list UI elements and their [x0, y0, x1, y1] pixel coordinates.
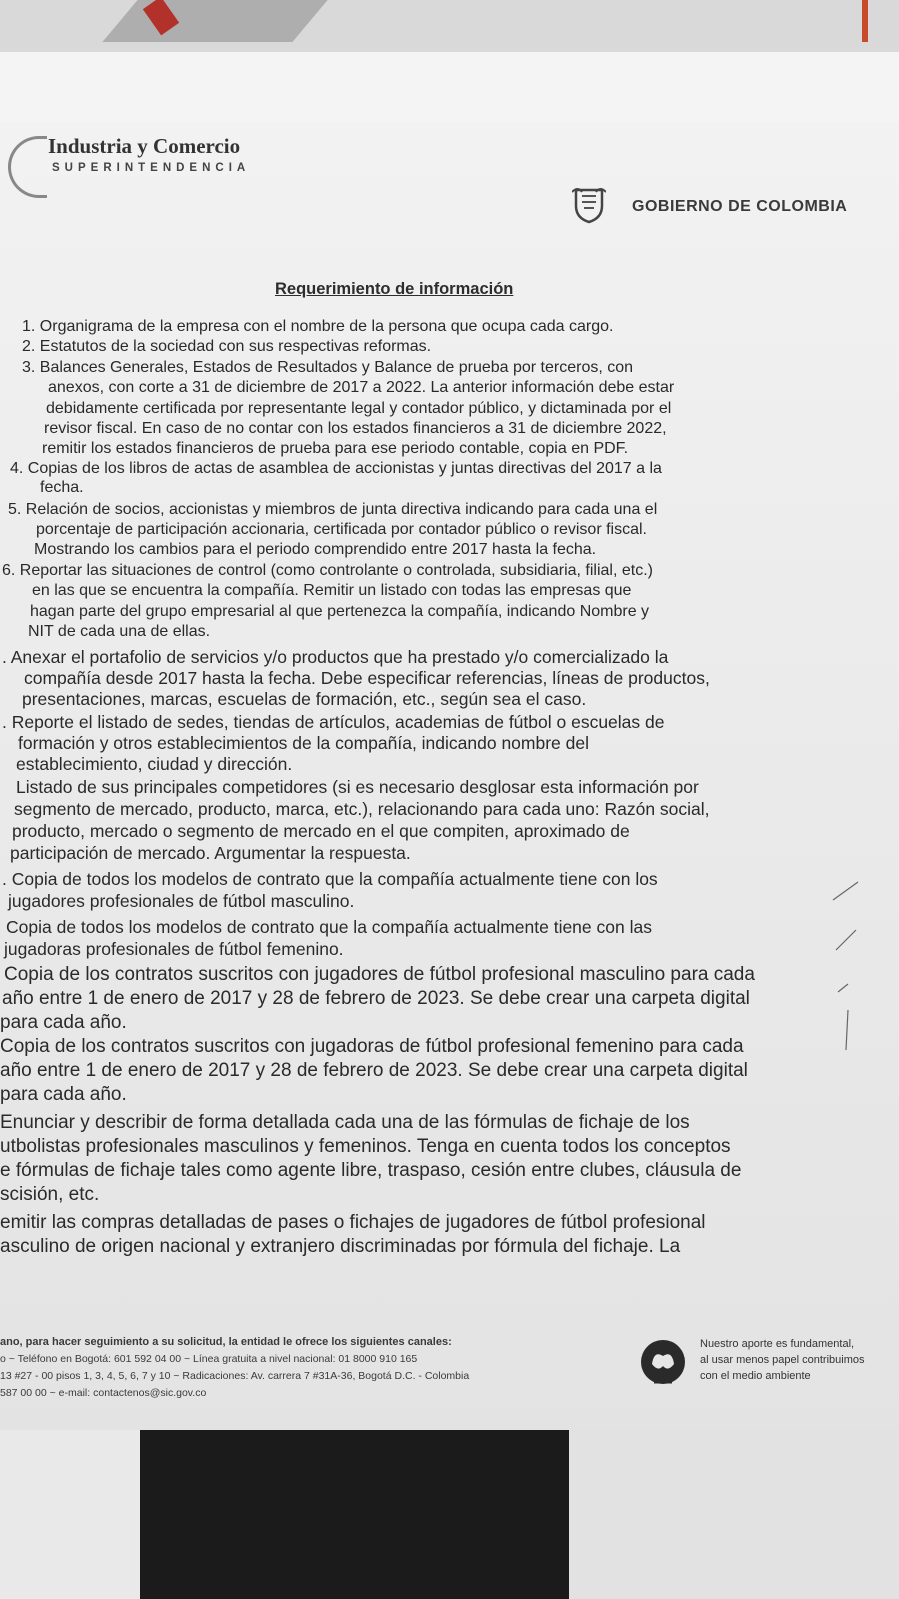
- list-item-13: Copia de los contratos suscritos con jugadoras de fútbol profesional femenino para cada: [0, 1036, 744, 1057]
- list-item-8: . Reporte el listado de sedes, tiendas de artículos, academias de fútbol o escuelas de: [2, 712, 665, 732]
- page-title: Requerimiento de información: [275, 280, 514, 298]
- list-item-3-cont: debidamente certificada por representante legal y contador público, y dictaminada por el: [46, 400, 672, 417]
- bottom-right-surface: [569, 1430, 899, 1599]
- list-item-8-cont: establecimiento, ciudad y dirección.: [16, 754, 293, 774]
- footer-line-3: 13 #27 - 00 pisos 1, 3, 4, 5, 6, 7 y 10 ~ Radicaciones: Av. carrera 7 #31A-36, Bogotá D.C. - Colombia: [0, 1370, 470, 1382]
- list-item-9-cont: segmento de mercado, producto, marca, etc.), relacionando para cada uno: Razón social,: [14, 799, 710, 819]
- list-item-15-cont: asculino de origen nacional y extranjero discriminadas por fórmula del fichaje. La: [0, 1236, 681, 1257]
- list-item-13-cont: año entre 1 de enero de 2017 y 28 de febrero de 2023. Se debe crear una carpeta digital: [0, 1060, 748, 1081]
- list-item-14: Enunciar y describir de forma detallada cada una de las fórmulas de fichaje de los: [0, 1112, 690, 1133]
- eco-message-2: al usar menos papel contribuimos: [700, 1354, 865, 1366]
- list-item-3: 3. Balances Generales, Estados de Resultados y Balance de prueba por terceros, con: [22, 359, 634, 376]
- handwritten-marks-icon: [828, 870, 868, 1070]
- background-bottom: [0, 1430, 899, 1599]
- list-item-14-cont: utbolistas profesionales masculinos y femeninos. Tenga en cuenta todos los conceptos: [0, 1136, 731, 1157]
- org-subtitle: SUPERINTENDENCIA: [52, 162, 251, 174]
- list-item-2: 2. Estatutos de la sociedad con sus respectivas reformas.: [22, 338, 432, 355]
- bottom-left-surface: [0, 1430, 140, 1599]
- list-item-8-cont: formación y otros establecimientos de la compañía, indicando nombre del: [18, 733, 590, 753]
- eco-message-3: con el medio ambiente: [700, 1370, 811, 1382]
- bottom-dark-object: [140, 1430, 569, 1599]
- list-item-4: 4. Copias de los libros de actas de asamblea de accionistas y juntas directivas del 2017 a la: [10, 460, 662, 477]
- list-item-10-cont: jugadores profesionales de fútbol masculino.: [8, 891, 355, 911]
- org-name: Industria y Comercio: [48, 134, 241, 158]
- coat-of-arms-icon: [572, 186, 606, 224]
- eco-message-1: Nuestro aporte es fundamental,: [700, 1338, 855, 1350]
- sic-logo: [8, 130, 273, 200]
- list-item-14-cont: e fórmulas de fichaje tales como agente libre, traspaso, cesión entre clubes, cláusula de: [0, 1160, 742, 1181]
- list-item-5-cont: porcentaje de participación accionaria, certificada por contador público o revisor fiscal.: [36, 521, 647, 538]
- list-item-3-cont: revisor fiscal. En caso de no contar con los estados financieros a 31 de diciembre 2022,: [44, 420, 667, 437]
- list-item-4-cont: fecha.: [40, 479, 84, 496]
- list-item-13-cont: para cada año.: [0, 1084, 127, 1105]
- list-item-5-cont: Mostrando los cambios para el periodo comprendido entre 2017 hasta la fecha.: [34, 541, 597, 558]
- list-item-3-cont: anexos, con corte a 31 de diciembre de 2017 a 2022. La anterior información debe estar: [48, 379, 675, 396]
- footer-email: 587 00 00 ~ e-mail: contactenos@sic.gov.co: [0, 1387, 207, 1399]
- pen-shadow: [102, 0, 327, 42]
- list-item-6-cont: en las que se encuentra la compañía. Remitir un listado con todas las empresas que: [32, 582, 632, 599]
- page-top-margin: [0, 52, 899, 122]
- list-item-9: Listado de sus principales competidores (si es necesario desglosar esta información por: [16, 777, 699, 797]
- footer-line-1: ano, para hacer seguimiento a su solicitud, la entidad le ofrece los siguientes canales:: [0, 1336, 452, 1348]
- list-item-1: 1. Organigrama de la empresa con el nombre de la persona que ocupa cada cargo.: [22, 318, 614, 335]
- government-logo: [572, 186, 872, 226]
- list-item-6-cont: hagan parte del grupo empresarial al que pertenezca la compañía, indicando Nombre y: [30, 603, 650, 620]
- logo-arc-icon: [8, 136, 47, 198]
- list-item-12-cont: año entre 1 de enero de 2017 y 28 de febrero de 2023. Se debe crear una carpeta digital: [2, 988, 750, 1009]
- list-item-11: Copia de todos los modelos de contrato que la compañía actualmente tiene con las: [6, 917, 652, 937]
- eco-leaf-icon: [640, 1338, 686, 1390]
- list-item-14-cont: scisión, etc.: [0, 1184, 100, 1205]
- list-item-15: emitir las compras detalladas de pases o fichajes de jugadores de fútbol profesional: [0, 1212, 706, 1233]
- list-item-7: . Anexar el portafolio de servicios y/o productos que ha prestado y/o comercializado la: [2, 647, 669, 667]
- list-item-9-cont: producto, mercado o segmento de mercado en el que compiten, aproximado de: [12, 821, 630, 841]
- list-item-3-cont: remitir los estados financieros de prueba para ese periodo contable, copia en PDF.: [42, 440, 629, 457]
- red-edge: [862, 0, 868, 42]
- list-item-9-cont: participación de mercado. Argumentar la respuesta.: [10, 843, 411, 863]
- list-item-7-cont: compañía desde 2017 hasta la fecha. Debe especificar referencias, líneas de productos,: [24, 668, 710, 688]
- list-item-12: Copia de los contratos suscritos con jugadores de fútbol profesional masculino para cada: [4, 964, 755, 985]
- list-item-5: 5. Relación de socios, accionistas y miembros de junta directiva indicando para cada una el: [8, 501, 658, 518]
- list-item-6: 6. Reportar las situaciones de control (como controlante o controlada, subsidiaria, filial, etc.): [2, 562, 653, 579]
- gov-name: GOBIERNO DE COLOMBIA: [632, 198, 848, 215]
- list-item-11-cont: jugadoras profesionales de fútbol femenino.: [4, 939, 344, 959]
- list-item-6-cont: NIT de cada una de ellas.: [28, 623, 211, 640]
- footer-line-2: o ~ Teléfono en Bogotá: 601 592 04 00 ~ Línea gratuita a nivel nacional: 01 8000 910 165: [0, 1353, 418, 1365]
- list-item-10: . Copia de todos los modelos de contrato que la compañía actualmente tiene con los: [2, 869, 658, 889]
- list-item-12-cont: para cada año.: [0, 1012, 127, 1033]
- list-item-7-cont: presentaciones, marcas, escuelas de formación, etc., según sea el caso.: [22, 689, 587, 709]
